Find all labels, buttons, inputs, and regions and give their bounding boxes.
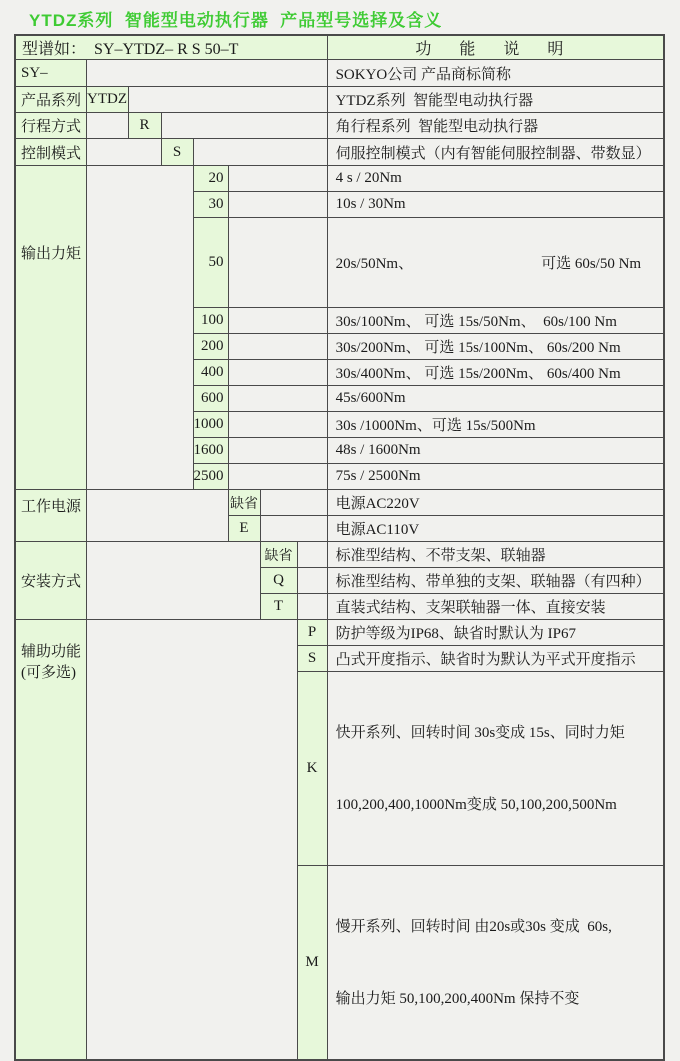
code-torque-2500: 2500	[193, 464, 228, 490]
label-mounting: 安装方式	[15, 542, 86, 620]
label-travel-type: 行程方式	[15, 113, 86, 139]
spacer-cell	[228, 360, 327, 386]
desc-torque-30: 10s / 30Nm	[327, 192, 664, 218]
label-product-series: 产品系列	[15, 87, 86, 113]
code-r: R	[128, 113, 161, 139]
spacer-cell	[86, 620, 297, 1061]
spacer-cell	[86, 139, 161, 166]
spacer-cell	[260, 516, 327, 542]
desc-brand: SOKYO公司 产品商标简称	[327, 60, 664, 87]
code-torque-1000: 1000	[193, 412, 228, 438]
desc-aux-k	[327, 672, 664, 866]
label-aux-line1: 辅助功能	[21, 644, 82, 660]
spacer-cell	[86, 542, 260, 620]
code-torque-30: 30	[193, 192, 228, 218]
desc-aux-m	[327, 866, 664, 1061]
spacer-cell	[228, 464, 327, 490]
spacer-cell	[228, 308, 327, 334]
spacer-cell	[193, 139, 327, 166]
code-power-e: E	[228, 516, 260, 542]
code-torque-600: 600	[193, 386, 228, 412]
label-output-torque: 输出力矩	[15, 166, 86, 490]
code-aux-m: M	[297, 866, 327, 1061]
spacer-cell	[228, 386, 327, 412]
spacer-cell	[228, 438, 327, 464]
spacer-cell	[228, 218, 327, 308]
label-aux-line2: (可多选)	[21, 665, 76, 681]
desc-torque-1600: 48s / 1600Nm	[327, 438, 664, 464]
code-aux-p: P	[297, 620, 327, 646]
desc-aux-m-line1: 慢开系列、回转时间 由20s或30s 变成 60s,	[335, 919, 612, 935]
header-model-spectrum: 型谱如： SY–YTDZ– R S 50–T	[15, 35, 327, 60]
spacer-cell	[297, 594, 327, 620]
desc-torque-50-base: 20s/50Nm、	[335, 256, 414, 272]
desc-mount-q: 标准型结构、带单独的支架、联轴器（有四种）	[327, 568, 664, 594]
desc-torque-100: 30s/100Nm、 可选 15s/50Nm、 60s/100 Nm	[327, 308, 664, 334]
spacer-cell	[228, 192, 327, 218]
code-torque-1600: 1600	[193, 438, 228, 464]
desc-torque-50-option: 可选 60s/50 Nm	[541, 256, 642, 272]
desc-travel-type: 角行程系列 智能型电动执行器	[327, 113, 664, 139]
code-power-default: 缺省	[228, 490, 260, 516]
label-control-mode: 控制模式	[15, 139, 86, 166]
code-mount-default: 缺省	[260, 542, 297, 568]
code-aux-k: K	[297, 672, 327, 866]
desc-torque-50	[327, 218, 664, 308]
desc-mount-t: 直装式结构、支架联轴器一体、直接安装	[327, 594, 664, 620]
spacer-cell	[228, 166, 327, 192]
desc-aux-s: 凸式开度指示、缺省时为默认为平式开度指示	[327, 646, 664, 672]
code-torque-100: 100	[193, 308, 228, 334]
desc-torque-1000: 30s /1000Nm、可选 15s/500Nm	[327, 412, 664, 438]
code-mount-t: T	[260, 594, 297, 620]
spacer-cell	[86, 490, 228, 542]
spacer-cell	[128, 87, 327, 113]
label-brand-prefix: SY–	[15, 60, 86, 87]
label-aux-functions	[15, 620, 86, 1061]
spacer-cell	[228, 412, 327, 438]
label-power-supply: 工作电源	[15, 490, 86, 542]
desc-torque-200: 30s/200Nm、 可选 15s/100Nm、 60s/200 Nm	[327, 334, 664, 360]
spacer-cell	[260, 490, 327, 516]
code-torque-400: 400	[193, 360, 228, 386]
desc-aux-m-line2: 输出力矩 50,100,200,400Nm 保持不变	[335, 991, 580, 1007]
spacer-cell	[86, 113, 128, 139]
spacer-cell	[297, 568, 327, 594]
code-s: S	[161, 139, 193, 166]
desc-torque-20: 4 s / 20Nm	[327, 166, 664, 192]
spacer-cell	[297, 542, 327, 568]
code-torque-200: 200	[193, 334, 228, 360]
desc-aux-k-line2: 100,200,400,1000Nm变成 50,100,200,500Nm	[335, 797, 617, 813]
code-mount-q: Q	[260, 568, 297, 594]
spacer-cell	[161, 113, 327, 139]
desc-mount-default: 标准型结构、不带支架、联轴器	[327, 542, 664, 568]
desc-aux-k-line1: 快开系列、回转时间 30s变成 15s、同时力矩	[335, 725, 625, 741]
desc-torque-600: 45s/600Nm	[327, 386, 664, 412]
spacer-cell	[86, 60, 327, 87]
code-aux-s: S	[297, 646, 327, 672]
desc-aux-p: 防护等级为IP68、缺省时默认为 IP67	[327, 620, 664, 646]
spacer-cell	[228, 334, 327, 360]
desc-control-mode: 伺服控制模式（内有智能伺服控制器、带数显）	[327, 139, 664, 166]
header-function-description: 功 能 说 明	[327, 35, 664, 60]
desc-torque-400: 30s/400Nm、 可选 15s/200Nm、 60s/400 Nm	[327, 360, 664, 386]
code-torque-50: 50	[193, 218, 228, 308]
desc-product-series: YTDZ系列 智能型电动执行器	[327, 87, 664, 113]
code-torque-20: 20	[193, 166, 228, 192]
desc-power-default: 电源AC220V	[327, 490, 664, 516]
code-ytdz: YTDZ	[86, 87, 128, 113]
model-selection-table	[14, 34, 665, 1061]
page-title: YTDZ系列 智能型电动执行器 产品型号选择及含义	[29, 11, 443, 30]
desc-torque-2500: 75s / 2500Nm	[327, 464, 664, 490]
spacer-cell	[86, 166, 193, 490]
desc-power-e: 电源AC110V	[327, 516, 664, 542]
